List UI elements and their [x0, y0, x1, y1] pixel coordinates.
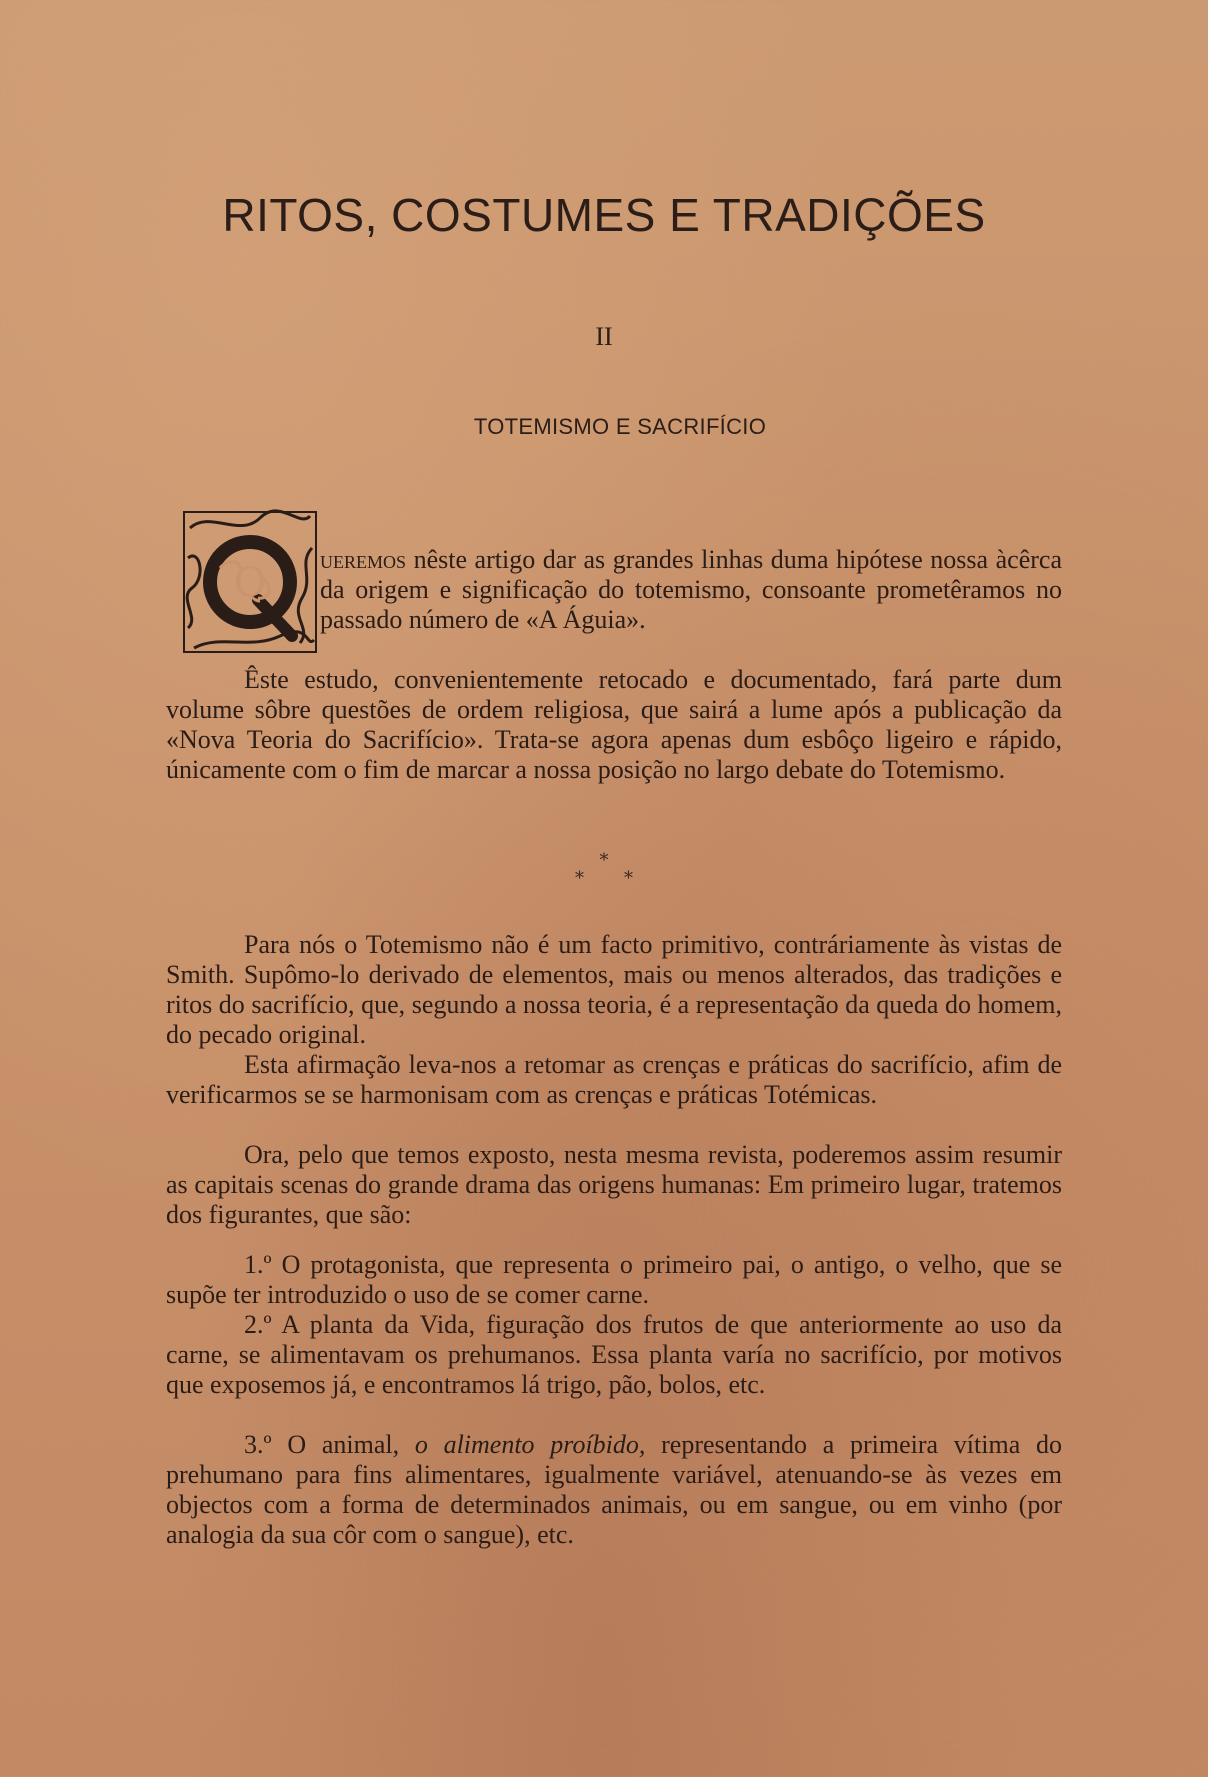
body-paragraph-1 [166, 930, 1062, 1050]
section-subtitle: TOTEMISMO E SACRIFÍCIO [473, 414, 767, 439]
separator-star-right: * [624, 868, 673, 889]
body-paragraph-3 [166, 1140, 1062, 1230]
intro-paragraph-2-text: Êste estudo, convenientemente retocado e documentado, fará parte dum volume sôbre questões de ordem religiosa, que sairá a lume após a publicação da «Nova Teoria do Sacrifício». Trata-se agora apenas dum esbôço ligeiro e rápido, únicamente com o fim de marcar a nossa posição no largo debate do Totemismo. [166, 665, 1062, 784]
list-item-3-text-post: representando a primeira vítima do prehumano para fins alimentares, igualmente variável, atenuando-se às vezes em objectos com a forma de determinados animais, ou em sangue, ou em vinho (por analogia da sua côr com o sangue), etc. [166, 1430, 1062, 1549]
intro-first-lines [320, 545, 1062, 635]
list-item-2 [166, 1310, 1062, 1400]
dropcap-letter: Q [233, 560, 267, 606]
intro-first-word: ueremos [320, 545, 407, 574]
body-paragraph-2-text: Esta afirmação leva-nos a retomar as crenças e práticas do sacrifício, afim de verificarmos se se harmonisam com as crenças e práticas Totémicas. [166, 1050, 1062, 1109]
section-number: II [595, 322, 613, 351]
page-title: RITOS, COSTUMES E TRADIÇÕES [222, 189, 986, 241]
ornamental-dropcap-q [180, 508, 320, 656]
separator-star-top: * [599, 850, 609, 871]
intro-line-rest: nêste artigo dar as grandes linhas duma hipótese nossa àcêrca da origem e significação do totemismo, consoante prometêramos no passado número de «A Águia». [320, 545, 1062, 634]
list-item-3 [166, 1430, 1062, 1550]
list-item-1-text: O protagonista, que representa o primeiro pai, o antigo, o velho, que se supõe ter introduzido o uso de se comer carne. [166, 1250, 1063, 1309]
separator-star-left: * [575, 868, 624, 889]
list-item-3-number: 3.º [244, 1430, 272, 1459]
list-item-2-number: 2.º [244, 1310, 272, 1339]
body-paragraph-3-text: Ora, pelo que temos exposto, nesta mesma revista, poderemos assim resumir as capitais scenas do grande drama das origens humanas: Em primeiro lugar, tratemos dos figurantes, que são: [166, 1140, 1062, 1229]
list-item-3-text-pre: O animal, [287, 1430, 415, 1459]
section-separator [0, 852, 1208, 888]
body-paragraph-2 [166, 1050, 1062, 1110]
list-item-1 [166, 1250, 1062, 1310]
body-paragraph-1-text: Para nós o Totemismo não é um facto primitivo, contráriamente às vistas de Smith. Supômo-lo derivado de elementos, mais ou menos alterados, das tradições e ritos do sacrifício, que, segundo a nossa teoria, é a representação da queda do homem, do pecado original. [166, 930, 1062, 1049]
list-item-2-text: A planta da Vida, figuração dos frutos de que anteriormente ao uso da carne, se alimentavam os prehumanos. Essa planta varía no sacrifício, por motivos que exposemos já, e encontramos lá trigo, pão, bolos, etc. [166, 1310, 1062, 1399]
list-item-3-text-italic: o alimento proíbido, [414, 1430, 646, 1459]
list-item-1-number: 1.º [244, 1250, 272, 1279]
intro-paragraph-2 [166, 665, 1062, 785]
